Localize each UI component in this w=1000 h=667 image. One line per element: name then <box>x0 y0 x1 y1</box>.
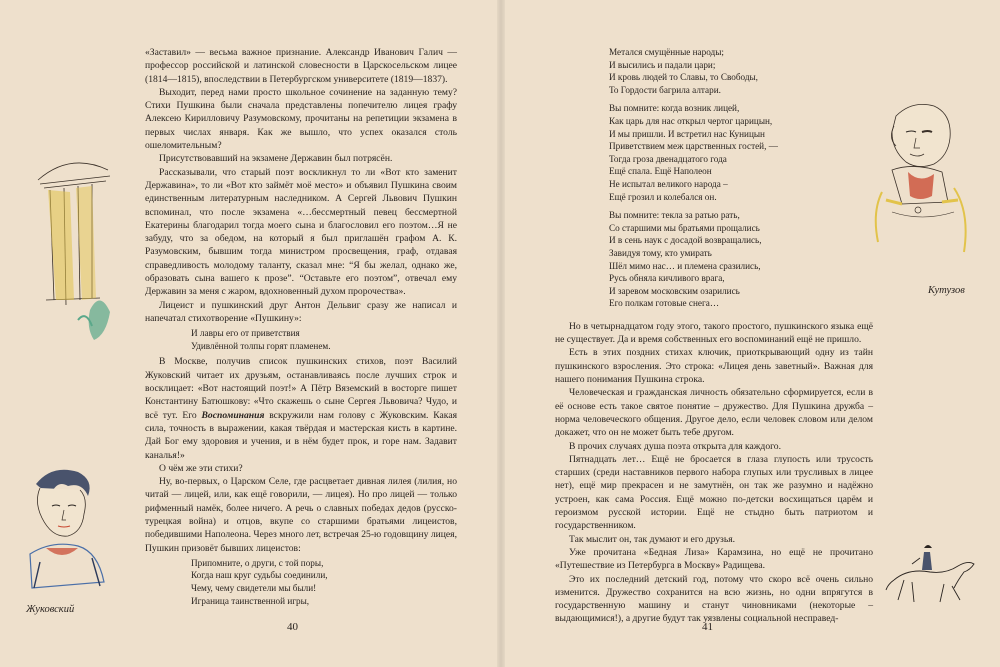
verse-line: Приветствием меж царственных гостей, — <box>609 141 778 152</box>
paragraph: «Заставил» — весьма важное признание. Александр Иванович Галич — профессор российской и латинской словесности в Царскосельском лицее (1814—1815), впоследствии в Петербургском университете (1819—1837). <box>145 47 457 85</box>
verse-line: И мы пришли. И встретил нас Куницын <box>609 128 765 139</box>
verse-line: Завидуя тому, кто умирать <box>609 247 712 258</box>
verse-line: Вы помните: текла за ратью рать, <box>609 210 740 221</box>
verse-line: Когда наш круг судьбы соединили, <box>191 570 328 581</box>
verse-line: Ещё спала. Ещё Наполеон <box>609 166 712 177</box>
verse-stanza-1 <box>609 46 873 96</box>
verse-line: И в сень наук с досадой возвращались, <box>609 235 762 246</box>
verse-line: И лавры его от приветствия <box>191 328 300 339</box>
tsarskoe-selo-sketch <box>30 150 120 350</box>
zhukovsky-portrait-sketch <box>22 462 117 602</box>
verse-line: Тогда гроза двенадцатого года <box>609 153 727 164</box>
page-number-right: 41 <box>702 621 713 633</box>
verse-line: Удивлённой толпы горят пламенем. <box>191 340 331 351</box>
left-page-text <box>145 46 457 610</box>
paragraph: Рассказывали, что старый поэт воскликнул то ли «Вот кто заменит Державина», то ли «Вот кто займёт моё место» и объявил Пушкина своим единственным литературным наследником. А Сергей Львович Пушкин вспоминал, что после экзамена «…бессмертный певец бессмертной Екатерины благодарил тогда моего сына и благословил его поэтом…Я не забуду, что за обедом, на который я был приглашён графом А. К. Разумовским, бывшим тогда министром просвещения, граф, отдавая справедливость молодому таланту, сказал мне: “Я бы желал, однако же, образовать сына вашего к прозе”. “Оставьте его поэтом”, отвечал ему Державин за меня с жаром, вдохновенный духом пророчества». <box>145 166 457 298</box>
verse-line: И заревом московским озарились <box>609 285 740 296</box>
paragraph: Присутствовавший на экзамене Державин был потрясён. <box>159 153 393 165</box>
verse-line: Метался смущённые народы; <box>609 47 724 57</box>
verse-line: Играница таинственной игры, <box>191 595 310 606</box>
verse-line: Со старшими мы братьями прощались <box>609 222 760 233</box>
paragraph: Лицеист и пушкинский друг Антон Дельвиг сразу же написал и напечатал стихотворение «Пушкину»: <box>145 299 457 324</box>
verse-line: Шёл мимо нас… и племена сразились, <box>609 260 761 271</box>
question: О чём же эти стихи? <box>159 462 243 474</box>
verse-line: Чему, чему свидетели мы были! <box>191 583 317 594</box>
book-gutter <box>497 0 505 667</box>
paragraph: Выходит, перед нами просто школьное сочинение на заданную тему? Стихи Пушкина были сначала представлены попечителю лицея графу Алексею Кирилловичу Разумовскому, прочитаны на репетиции экзамена в первых числах января. Как же вышло, что успех оказался столь ошеломительным? <box>145 86 457 152</box>
poem-title: Воспоминания <box>201 409 265 421</box>
kutuzov-portrait-sketch <box>862 92 977 267</box>
verse-line: Русь обняла кичливого врага, <box>609 273 725 284</box>
verse-anniversary <box>191 557 457 607</box>
verse-line: Его полкам готовые снега… <box>609 298 720 309</box>
paragraph: Есть в этих поздних стихах ключик, приоткрывающий одну из тайн пушкинского взросления. Это строка: «Лицея день заветный». Важная для нашего понимания Пушкина строка. <box>555 347 873 386</box>
paragraph: Ну, во-первых, о Царском Селе, где расцветает дивная лилея (лилия, но читай — лицей, или, как ещё говорили, — лицея). Но про лицей — только рифменный намёк, более ничего. А речь о славных победах дедов (русско-турецкая война) и отцов, вкупе со старшими братьями лицеистов, победившими Наполеона. Через много лет, встречая 25-ю годовщину лицея, Пушкин призовёт бывших лицеистов: <box>145 476 457 554</box>
paragraph: Это их последний детский год, потому что скоро всё очень сильно изменится. Дружество сохранится на всю жизнь, но одни впрягутся в государственную машину и станут чиновниками (некоторые – выдающимися!), а другие будут так уязвлены социальной несправед- <box>555 573 873 625</box>
page-number-left: 40 <box>287 621 298 633</box>
horseman-sketch <box>884 540 984 610</box>
verse-line: Припомните, о други, с той поры, <box>191 557 324 568</box>
verse-line: То Гордости багрила алтари. <box>609 84 721 95</box>
caption-zhukovsky: Жуковский <box>26 604 75 615</box>
verse-line: И кровь людей то Славы, то Свободы, <box>609 72 758 83</box>
paragraph: Человеческая и гражданская личность обязательно сформируется, если в её основе есть такое святое понятие – дружество. Для Пушкина дружба – норма человеческого общения. Другое дело, если человек словом или делом докажет, что он не может быть тебе другом. <box>555 387 873 439</box>
right-page-text <box>555 46 873 626</box>
paragraph: В прочих случаях душа поэта открыта для каждого. <box>569 440 782 452</box>
verse-stanza-3 <box>609 209 873 310</box>
paragraph: Но в четырнадцатом году этого, такого простого, пушкинского языка ещё не существует. Да и время собственных его воспоминаний ещё не пришло. <box>555 320 873 346</box>
paragraph: Пятнадцать лет… Ещё не бросается в глаза глупость или трусость старших (среди наставников первого набора глупых или трусливых в лицее нет), ещё мир прекрасен и не замутнён, он так же разумно и надёжно устроен, как сама Россия. Ещё можно по-детски восхищаться царём и героизмом русской истории. Ещё не стыдно быть патриотом и государственником. <box>555 453 873 532</box>
verse-line: Вы помните: когда возник лицей, <box>609 103 740 114</box>
verse-line: Ещё грозил и колебался он. <box>609 191 717 202</box>
verse-stanza-2 <box>609 102 873 203</box>
caption-kutuzov: Кутузов <box>928 285 965 296</box>
verse-line: Не испытал великого народа – <box>609 178 728 189</box>
verse-line: Как царь для нас открыл чертог царицын, <box>609 115 773 126</box>
paragraph: Так мыслит он, так думают и его друзья. <box>569 533 736 545</box>
verse-delvig <box>191 327 457 352</box>
paragraph-moscow: В Москве, получив список пушкинских стихов, поэт Василий Жуковский читает их друзьям, останавливаясь после лучших строк и восклицает: «Вот настоящий поэт!» А Пётр Вяземский в восторге пишет Константину Батюшкову: «Что скажешь о сыне Сергея Львовича? Чудо, и всё тут. Его Воспоминания вскружили нам голову с Жуковским. Какая сила, точность в выражении, какая твёрдая и мастерская кисть в картине. Дай Бог ему здоровия и учения, и в нём будет прок, и горе нам. Задавит каналья!» <box>145 356 457 461</box>
paragraph: Уже прочитана «Бедная Лиза» Карамзина, но ещё не прочитано «Путешествие из Петербурга в Москву» Радищева. <box>555 546 873 572</box>
verse-line: И высились и падали цари; <box>609 59 716 70</box>
